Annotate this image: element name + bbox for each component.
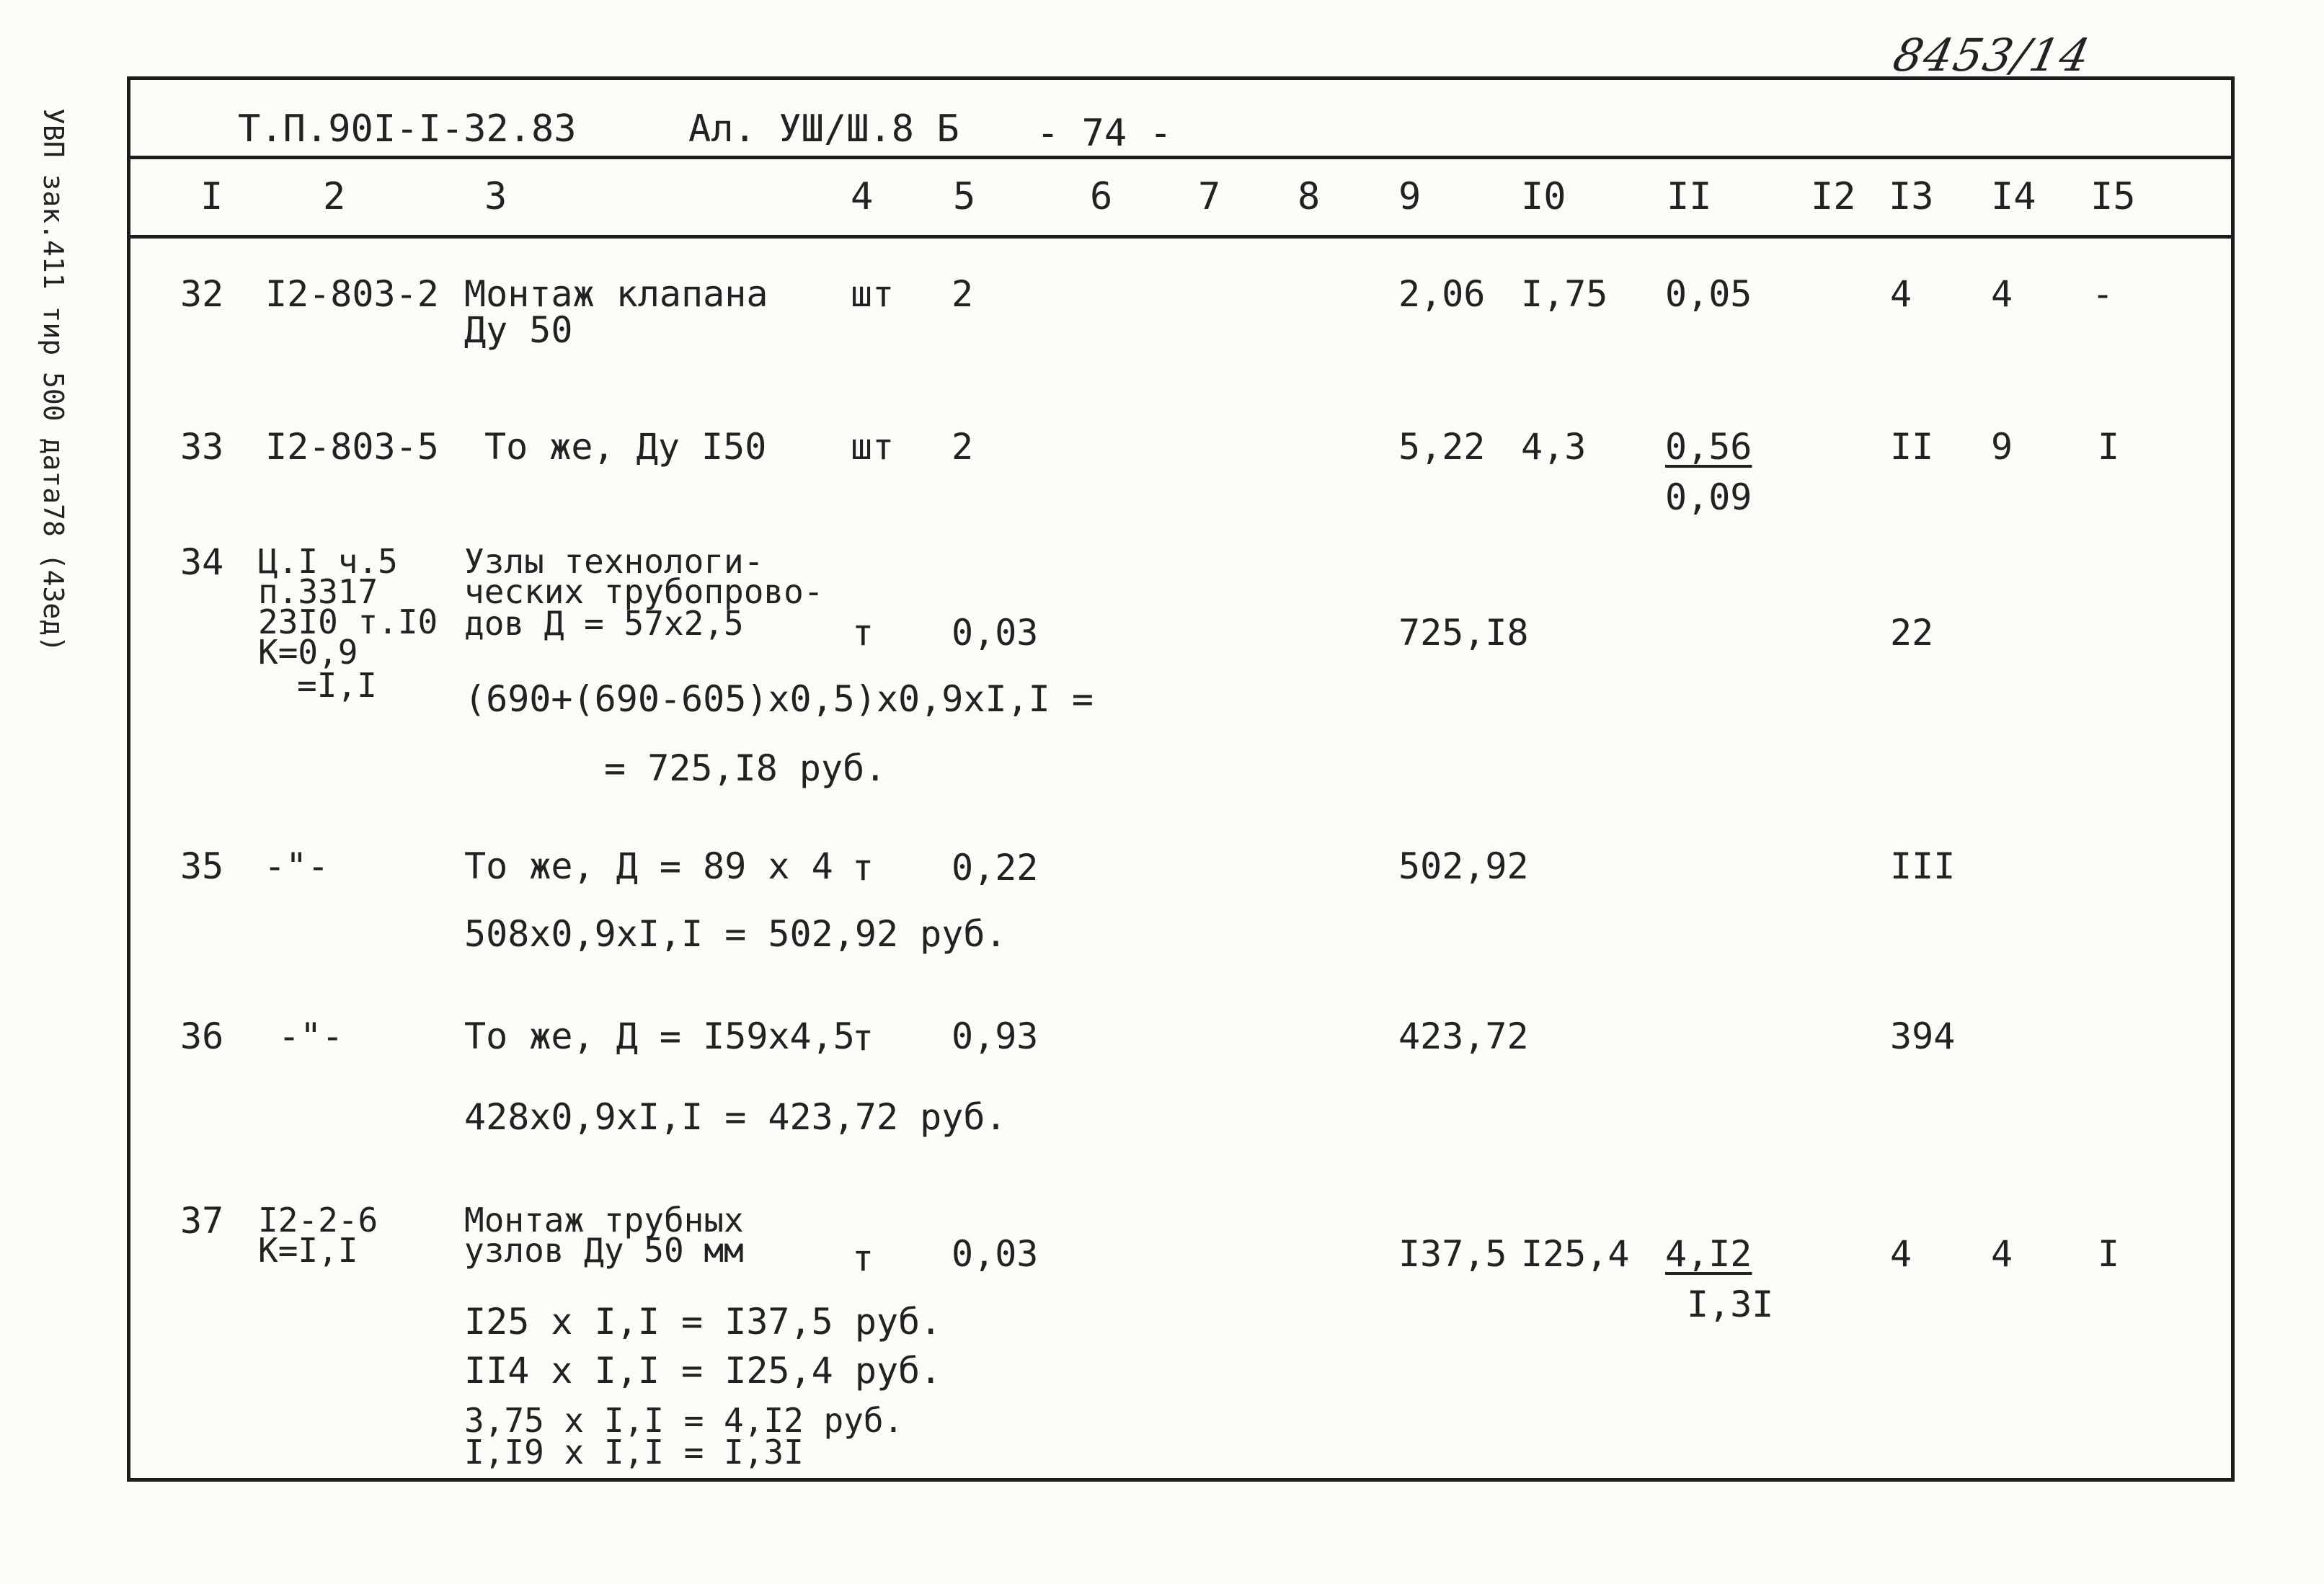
col-10-value: I,75 [1521,273,1608,315]
calculation-line: 428х0,9хI,I = 423,72 руб. [464,1096,1007,1138]
norm-code: 23I0 т.I0 [258,602,438,641]
norm-code: Ц.I ч.5 [258,542,398,581]
work-description: дов Д = 57х2,5 [464,604,744,643]
handwritten-id: 8453/14 [1889,29,2096,81]
col-15-value: I [2098,1233,2120,1275]
col-9-value: I37,5 [1398,1233,1507,1275]
unit: т [852,847,874,889]
col-13-value: III [1890,845,1956,887]
unit: т [852,1237,874,1279]
col-header-2: 2 [323,175,346,218]
col-10-value: 4,3 [1521,426,1587,468]
col-header-6: 6 [1090,175,1113,218]
col-11-subvalue: 0,09 [1665,476,1752,518]
col-13-value: 4 [1890,273,1912,315]
header-divider [127,156,2235,159]
calculation-line: 3,75 х I,I = 4,I2 руб. [464,1401,904,1440]
work-description: узлов Ду 50 мм [464,1231,744,1270]
col-header-13: I3 [1889,175,1934,218]
col-header-11: II [1667,175,1712,218]
quantity: 0,03 [952,1233,1039,1275]
calculation-line: I25 х I,I = I37,5 руб. [464,1301,942,1343]
quantity: 2 [952,426,974,468]
norm-code: К=0,9 [258,633,358,672]
col-13-value: II [1890,426,1934,468]
work-description: Монтаж трубных [464,1201,744,1240]
unit: шт [851,273,895,315]
col-9-value: 502,92 [1398,845,1529,887]
norm-code: I2-2-6 [258,1201,378,1240]
work-description: То же, Д = 89 х 4 [464,845,833,887]
page-number: - 74 - [1037,112,1172,155]
col-9-value: 725,I8 [1398,612,1529,654]
work-description: Узлы технологи- [464,542,764,581]
work-description: То же, Д = I59х4,5 [464,1015,855,1057]
side-margin-note: УВП зак.411 тир 500 дата78 (43ед) [37,108,69,652]
col-header-4: 4 [851,175,874,218]
col-header-15: I5 [2090,175,2136,218]
col-9-value: 423,72 [1398,1015,1529,1057]
col-15-value: - [2092,273,2114,315]
row-number: 33 [180,426,224,468]
quantity: 2 [952,273,974,315]
column-header-divider [127,235,2235,239]
unit: т [852,1017,874,1059]
calculation-line: = 725,I8 руб. [604,747,887,789]
table-frame [127,76,2235,1482]
norm-code: I2-803-5 [265,426,439,468]
unit: т [852,612,874,654]
col-10-value: I25,4 [1521,1233,1630,1275]
row-number: 37 [180,1200,224,1242]
doc-code: Т.П.90I-I-32.83 [238,107,577,151]
col-header-3: 3 [484,175,507,218]
col-13-value: 394 [1890,1015,1956,1057]
col-header-8: 8 [1298,175,1321,218]
unit: шт [851,426,895,468]
col-11-subvalue: I,3I [1687,1283,1774,1325]
norm-code: -"- [264,845,329,887]
col-11-value: 0,56 [1665,426,1752,468]
norm-code: п.3317 [258,572,378,611]
calculation-line: II4 х I,I = I25,4 руб. [464,1350,942,1392]
col-header-14: I4 [1991,175,2036,218]
row-number: 32 [180,273,224,315]
col-header-5: 5 [953,175,976,218]
col-header-12: I2 [1811,175,1856,218]
col-header-1: I [200,175,223,218]
quantity: 0,93 [952,1015,1039,1057]
col-header-7: 7 [1198,175,1221,218]
col-13-value: 4 [1890,1233,1912,1275]
col-14-value: 4 [1991,1233,2013,1275]
col-9-value: 2,06 [1398,273,1486,315]
norm-code: К=I,I [258,1231,358,1270]
col-14-value: 4 [1991,273,2013,315]
col-header-10: I0 [1521,175,1566,218]
quantity: 0,03 [952,612,1039,654]
row-number: 36 [180,1015,224,1057]
calculation-line: 508х0,9хI,I = 502,92 руб. [464,913,1007,955]
calculation-line: (690+(690-605)х0,5)х0,9хI,I = [464,678,1094,720]
norm-code: I2-803-2 [265,273,439,315]
work-description: Ду 50 [464,309,573,351]
norm-code: =I,I [297,666,377,705]
col-header-9: 9 [1398,175,1422,218]
work-description: Монтаж клапана [464,273,768,315]
norm-code: -"- [278,1015,344,1057]
col-9-value: 5,22 [1398,426,1486,468]
quantity: 0,22 [952,847,1039,889]
row-number: 35 [180,845,224,887]
work-description: ческих трубопрово- [464,572,824,611]
col-14-value: 9 [1991,426,2013,468]
album-ref: Ал. УШ/Ш.8 Б [688,107,959,151]
row-number: 34 [180,541,224,583]
col-11-value: 0,05 [1665,273,1752,315]
col-15-value: I [2098,426,2120,468]
calculation-line: I,I9 х I,I = I,3I [464,1433,804,1472]
col-11-value: 4,I2 [1665,1233,1752,1275]
col-13-value: 22 [1890,612,1934,654]
work-description: То же, Ду I50 [484,426,767,468]
